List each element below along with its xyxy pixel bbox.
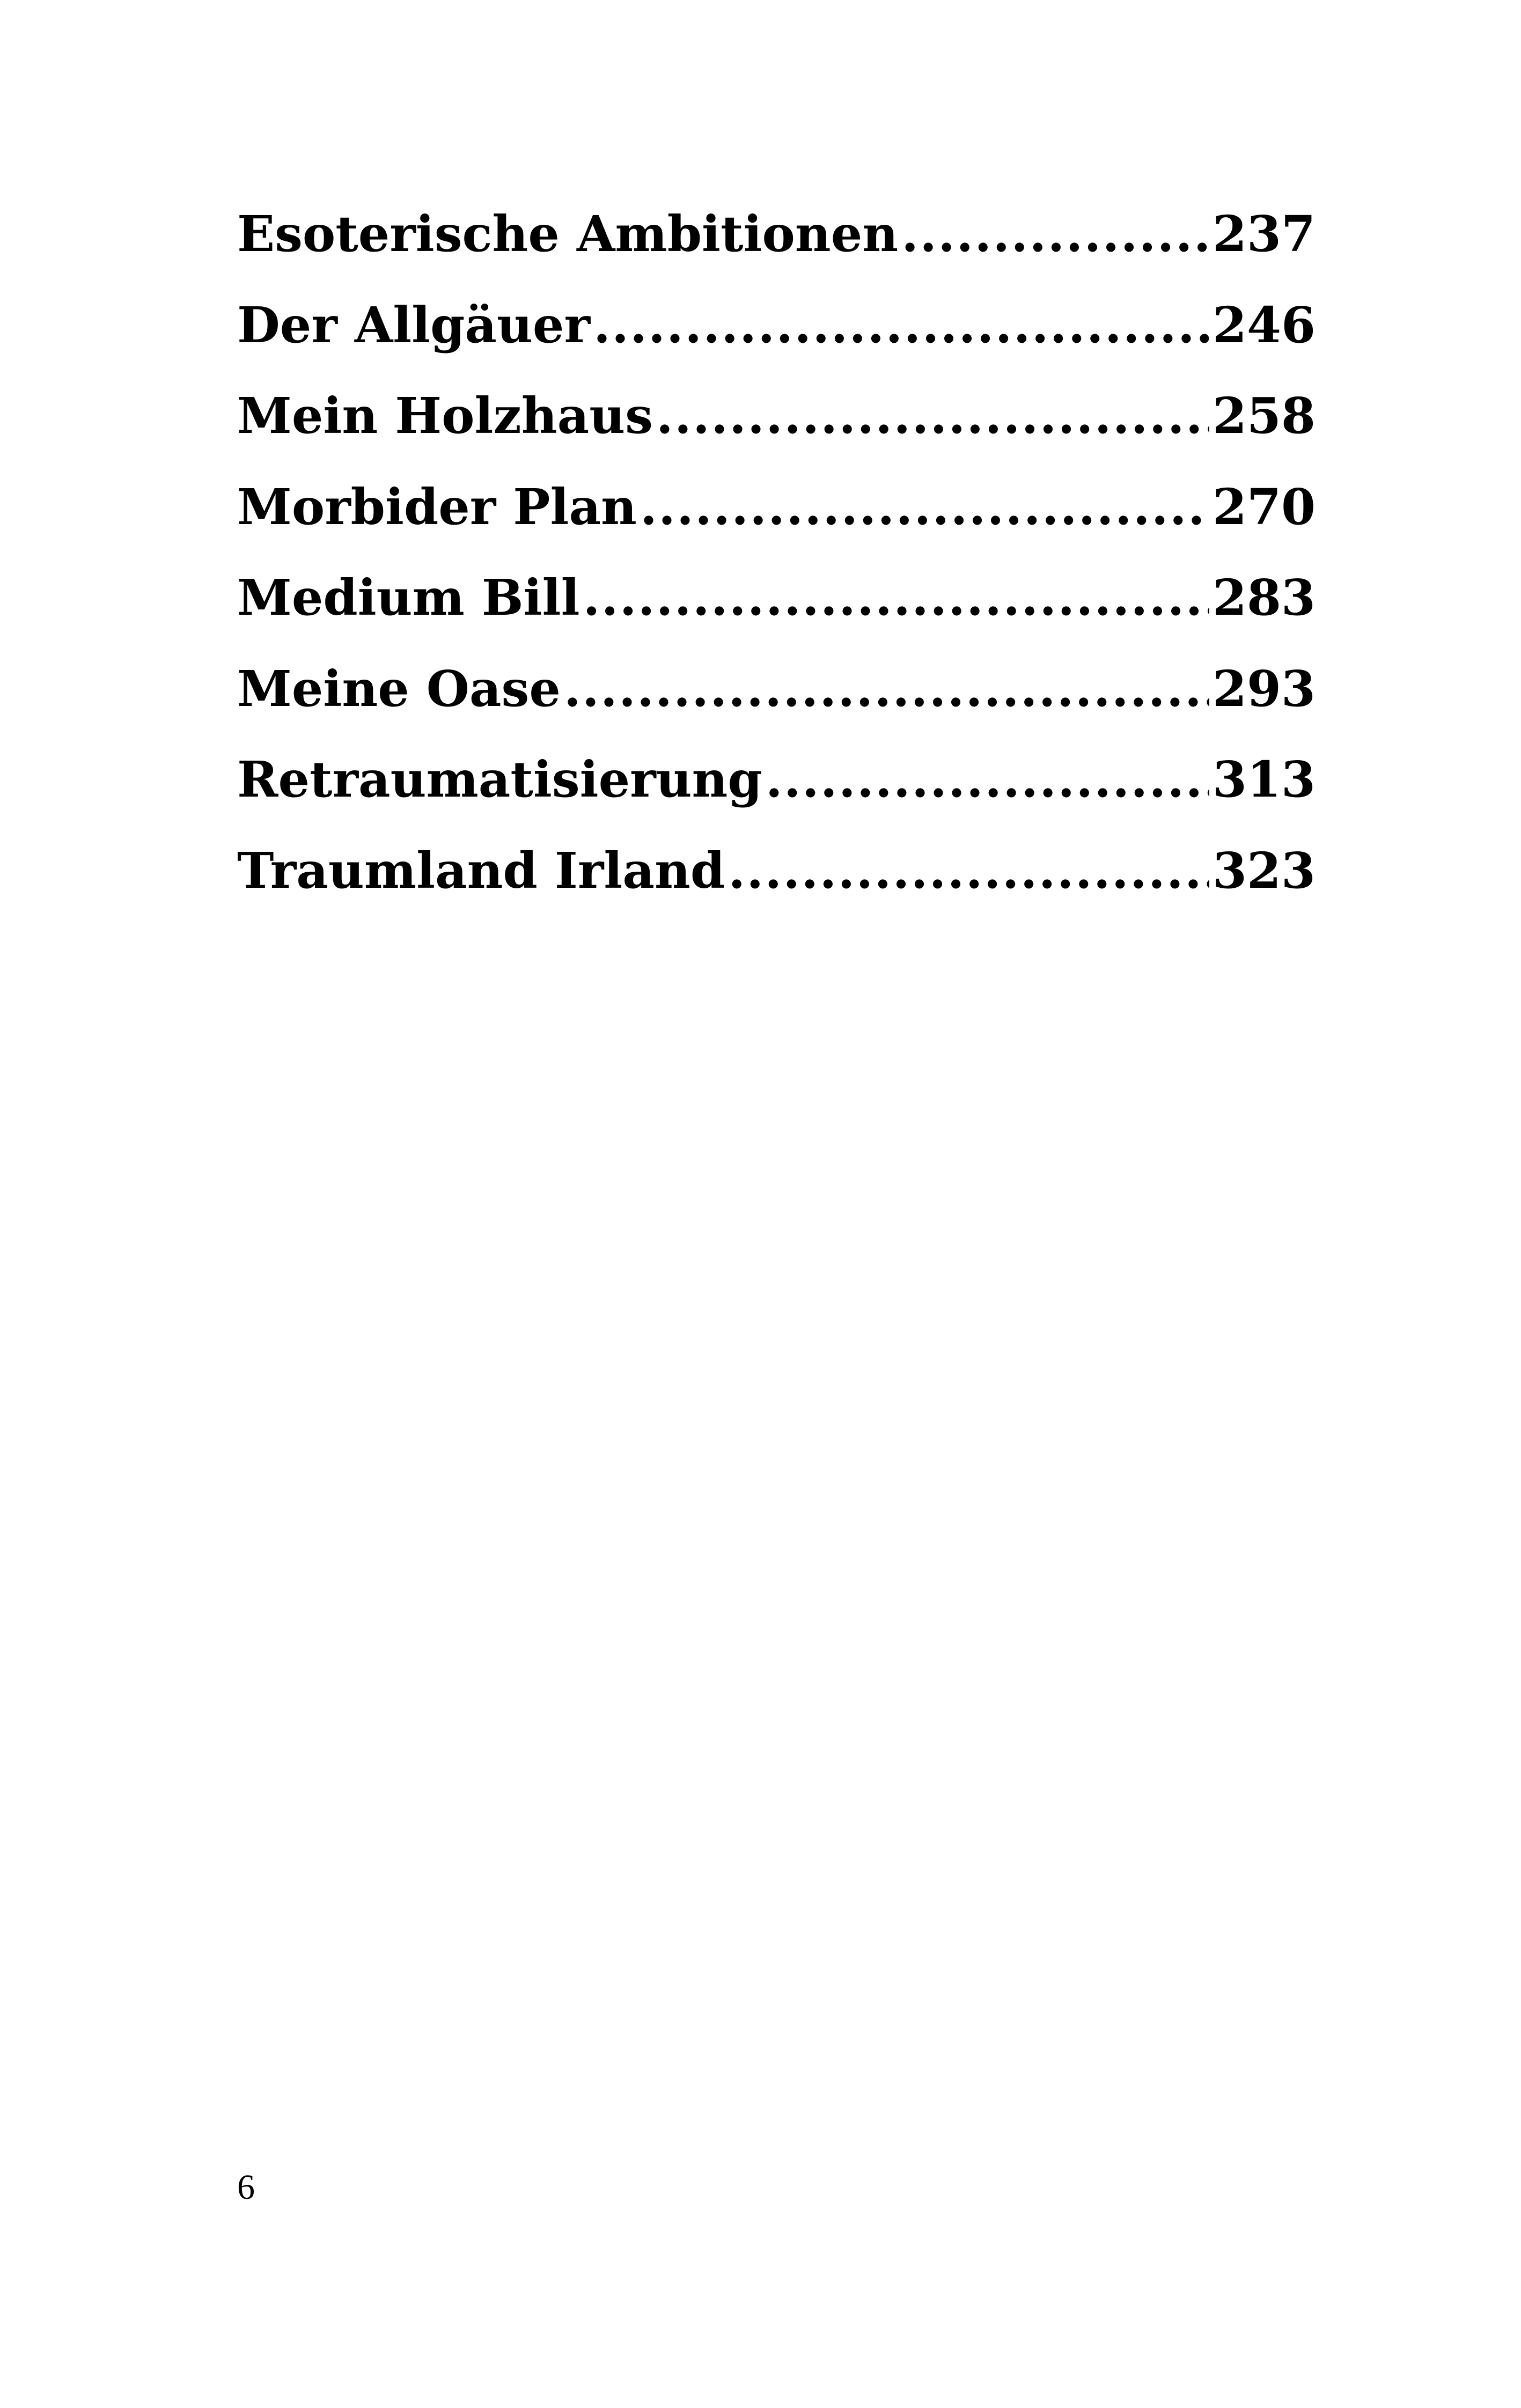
toc-entry-title: Retraumatisierung bbox=[237, 750, 762, 808]
toc-entry bbox=[237, 569, 1316, 664]
toc-entry-page: 283 bbox=[1212, 569, 1316, 627]
toc-entry-title: Meine Oase bbox=[237, 659, 561, 718]
toc-entry-title: Mein Holzhaus bbox=[237, 387, 653, 445]
toc-entry-title: Der Allgäuer bbox=[237, 296, 590, 354]
toc-entry bbox=[237, 750, 1316, 846]
toc-entry-page: 258 bbox=[1212, 387, 1316, 445]
toc-entry-page: 270 bbox=[1212, 477, 1316, 536]
toc-entry-title: Traumland Irland bbox=[237, 841, 725, 900]
toc-entry-page: 313 bbox=[1212, 750, 1316, 808]
toc-entry bbox=[237, 477, 1316, 573]
toc-entry-page: 237 bbox=[1212, 205, 1316, 263]
toc-entry bbox=[237, 659, 1316, 755]
toc-dot-leader bbox=[656, 391, 1209, 440]
toc-dot-leader bbox=[583, 573, 1209, 622]
toc-entry-page: 246 bbox=[1212, 296, 1316, 354]
page-number: 6 bbox=[237, 2168, 255, 2207]
toc-entry-title: Esoterische Ambitionen bbox=[237, 205, 899, 263]
toc-entry bbox=[237, 841, 1316, 937]
toc-dot-leader bbox=[728, 846, 1209, 895]
toc-entry bbox=[237, 205, 1316, 300]
toc-dot-leader bbox=[593, 300, 1209, 350]
toc-dot-leader bbox=[766, 755, 1209, 804]
toc-entry-page: 293 bbox=[1212, 659, 1316, 718]
toc-entry bbox=[237, 387, 1316, 482]
toc-entry bbox=[237, 296, 1316, 392]
toc-entry-page: 323 bbox=[1212, 841, 1316, 900]
toc-dot-leader bbox=[640, 482, 1209, 532]
toc-entry-title: Medium Bill bbox=[237, 569, 580, 627]
toc-dot-leader bbox=[901, 209, 1209, 259]
table-of-contents bbox=[237, 205, 1316, 937]
toc-entry-title: Morbider Plan bbox=[237, 477, 637, 536]
toc-dot-leader bbox=[564, 664, 1209, 713]
